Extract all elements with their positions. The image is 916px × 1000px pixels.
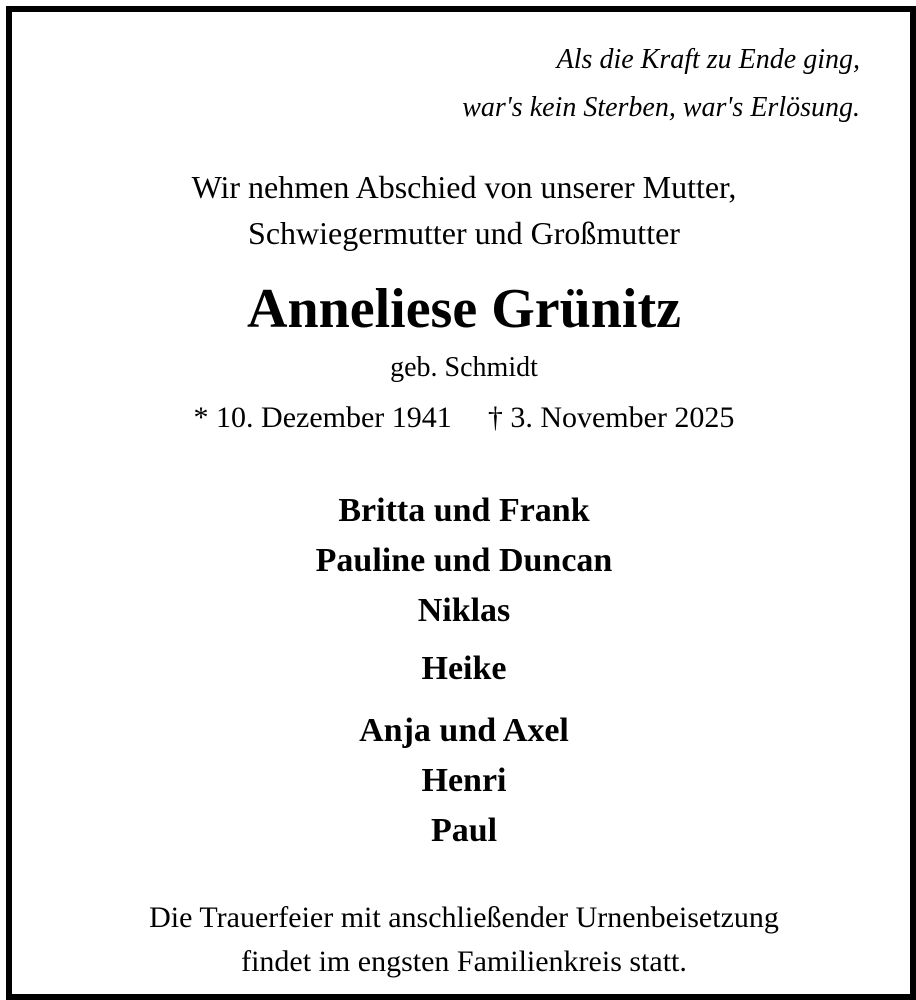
motto-quote	[462, 36, 860, 132]
funeral-notice	[12, 896, 916, 984]
obituary-frame	[6, 6, 916, 1000]
deceased-name: Anneliese Grünitz	[247, 278, 681, 340]
motto-line: war's kein Sterben, war's Erlösung.	[462, 92, 860, 123]
notice-line: Die Trauerfeier mit anschließender Urnenbeisetzung	[149, 901, 779, 934]
mourner-line: Heike	[421, 650, 507, 687]
birth-name: geb. Schmidt	[390, 352, 538, 383]
mourner-line: Niklas	[417, 592, 511, 629]
life-dates	[12, 396, 916, 440]
mourners-group-2	[12, 644, 916, 694]
mourners-group-1	[12, 486, 916, 636]
notice-line: findet im engsten Familienkreis statt.	[241, 945, 687, 978]
intro-line: Wir nehmen Abschied von unserer Mutter,	[191, 169, 737, 205]
mourner-line: Britta und Frank	[338, 492, 590, 529]
motto-line: Als die Kraft zu Ende ging,	[556, 44, 860, 75]
mourners-group-3	[12, 706, 916, 856]
mourner-line: Anja und Axel	[359, 712, 569, 749]
death-date: † 3. November 2025	[487, 401, 735, 434]
mourner-line: Pauline und Duncan	[315, 542, 613, 579]
birth-date: * 10. Dezember 1941	[193, 401, 452, 434]
mourner-line: Paul	[430, 812, 498, 849]
intro-line: Schwiegermutter und Großmutter	[248, 215, 680, 251]
mourner-line: Henri	[421, 762, 507, 799]
intro-text	[12, 164, 916, 256]
